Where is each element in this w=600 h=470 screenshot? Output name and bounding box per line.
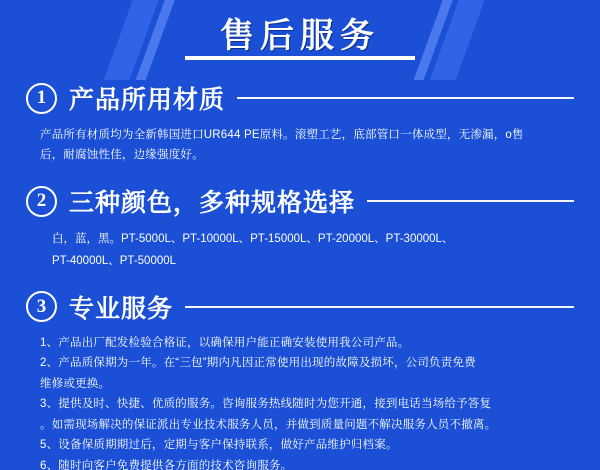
section-number-badge: 3 — [26, 291, 57, 322]
poster-header — [0, 0, 600, 68]
section-header — [26, 183, 574, 219]
section-paragraph: 产品所有材质均为全新韩国进口UR644 PE原料。滚塑工艺，底部管口一体成型，无渗漏，o售 — [40, 129, 524, 141]
poster-content — [0, 80, 600, 470]
list-item: 2、产品质保期为一年。在“三包”期内凡因正常使用出现的故障及损坏，公司负责免费 — [40, 357, 476, 370]
section-divider — [367, 200, 574, 202]
section-number-badge: 2 — [26, 186, 57, 217]
section-title: 三种颜色，多种规格选择 — [69, 189, 356, 218]
section-divider — [237, 97, 574, 99]
section-number-badge: 1 — [26, 83, 57, 114]
section-header — [26, 80, 574, 116]
section-colors-specs — [26, 183, 574, 273]
section-title: 产品所用材质 — [69, 86, 226, 114]
title-underline — [185, 56, 415, 60]
spec-line: PT-40000L、PT-50000L — [52, 255, 177, 268]
service-list — [40, 333, 574, 470]
section-material — [26, 80, 574, 165]
section-header — [26, 289, 574, 325]
section-professional-service — [26, 289, 574, 470]
list-item: 6、随时向客户免费提供各方面的技术咨询服务。 — [40, 459, 293, 470]
list-item: 3、提供及时、快捷、优质的服务。咨询服务热线随时为您开通，接到电话当场给予答复 — [40, 398, 492, 411]
spec-line: 白，蓝，黑。PT-5000L、PT-10000L、PT-15000L、PT-20000L、PT-30000L、 — [52, 233, 454, 246]
section-paragraph: 后，耐腐蚀性佳，边缘强度好。 — [40, 149, 204, 162]
page-title: 售后服务 — [220, 17, 380, 55]
list-item: 维修或更换。 — [40, 377, 111, 390]
section-divider — [185, 306, 574, 308]
list-item: 1、产品出厂配发检验合格证，以确保用户能正确安装使用我公司产品。 — [40, 336, 410, 349]
list-item: 5、设备保质期期过后，定期与客户保持联系，做好产品维护归档案。 — [40, 439, 398, 452]
section-title: 专业服务 — [69, 294, 174, 323]
list-item: 。如需现场解决的保证派出专业技术服务人员，并做到质量问题不解决服务人员不撤离。 — [40, 418, 497, 431]
